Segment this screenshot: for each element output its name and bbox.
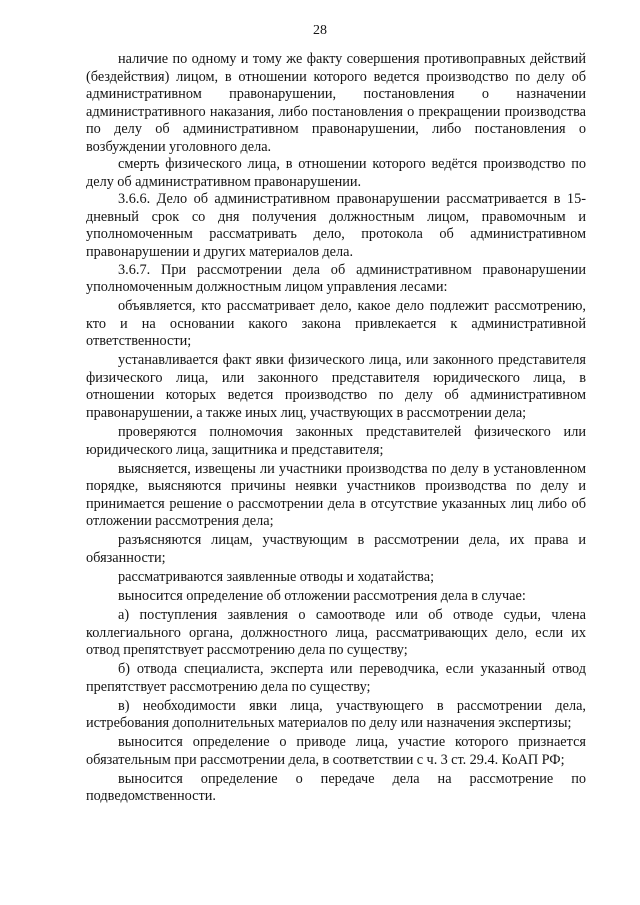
paragraph-death-of-person: смерть физического лица, в отношении которого ведётся производство по делу об административном правонарушении. xyxy=(86,156,586,190)
paragraph-jurisdiction-transfer: выносится определение о передаче дела на рассмотрение по подведомственности. xyxy=(86,770,586,805)
paragraph-compulsory-attendance: выносится определение о приводе лица, участие которого признается обязательным при рассмотрении дела, в соответствии с ч. 3 ст. 29.4. КоАП РФ; xyxy=(86,734,586,768)
paragraph-notification: выясняется, извещены ли участники производства по делу в установленном порядке, выясняются причины неявки участников производства по делу и принимается решение о рассмотрении дела в отсутствие указанных лиц либо об отложении рассмотрения дела; xyxy=(86,460,586,530)
paragraph-case-b: б) отвода специалиста, эксперта или переводчика, если указанный отвод препятствует рассмотрению дела по существу; xyxy=(86,661,586,695)
page-number: 28 xyxy=(313,23,327,38)
paragraph-rights-explained: разъясняются лицам, участвующим в рассмотрении дела, их права и обязанности; xyxy=(86,532,586,566)
paragraph-motions: рассматриваются заявленные отводы и ходатайства; xyxy=(118,568,435,585)
paragraph-case-a: а) поступления заявления о самоотводе или об отводе судьи, члена коллегиального органа, должностного лица, рассматривающих дело, если их отвод препятствует рассмотрению дела по существу; xyxy=(86,606,586,659)
paragraph-3-6-6: 3.6.6. Дело об административном правонарушении рассматривается в 15-дневный срок со дня получения должностным лицом, правомочным и уполномоченным рассматривать дело, протокола об административном правонарушении и других материалов дела. xyxy=(86,191,586,261)
paragraph-announcement: объявляется, кто рассматривает дело, какое дело подлежит рассмотрению, кто и на основании какого закона привлекается к административной ответственности; xyxy=(86,298,586,350)
paragraph-attendance: устанавливается факт явки физического лица, или законного представителя физического лица, или законного представителя юридического лица, в отношении которых ведется производство по делу об административном правонарушении, а также иных лиц, участвующих в рассмотрении дела; xyxy=(86,352,586,421)
paragraph-3-6-7: 3.6.7. При рассмотрении дела об административном правонарушении уполномоченным должностным лицом управления лесами: xyxy=(86,261,586,296)
paragraph-authority-check: проверяются полномочия законных представителей физического или юридического лица, защитника и представителя; xyxy=(86,423,586,458)
paragraph-evidence-duplicate: наличие по одному и тому же факту совершения противоправных действий (бездействия) лицом, в отношении которого ведется производство по делу об административном правонарушении, постановления о назначении административного наказания, либо постановления о прекращении производства по делу об административном правонарушении, либо постановления о возбуждении уголовного дела. xyxy=(86,51,586,155)
paragraph-case-c: в) необходимости явки лица, участвующего в рассмотрении дела, истребования дополнительных материалов по делу или назначения экспертизы; xyxy=(86,697,586,732)
document-body xyxy=(86,51,586,806)
paragraph-postponement: выносится определение об отложении рассмотрения дела в случае: xyxy=(118,587,526,604)
